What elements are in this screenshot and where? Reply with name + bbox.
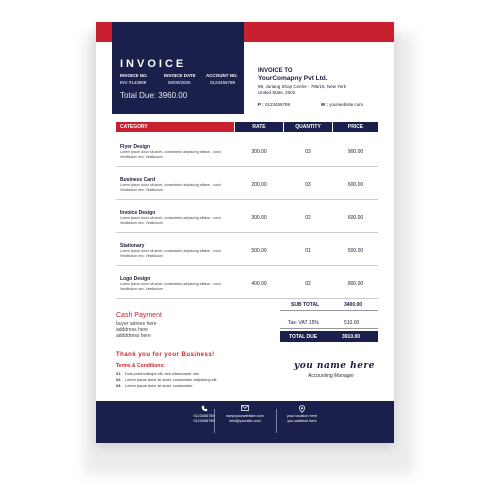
phone-value: 0123456789 bbox=[264, 102, 290, 107]
table-row bbox=[116, 134, 378, 167]
term-item bbox=[116, 372, 200, 376]
bill-to-label: INVOICE TO bbox=[258, 68, 293, 74]
row-item-description: Lorem ipsum dolor sit amet, consectetur adipiscing elitase - cond Vestibulum nec. Vestibulum bbox=[120, 282, 221, 291]
invoice-no-value: INV #143999 bbox=[120, 80, 147, 85]
row-quantity: 03 bbox=[305, 182, 311, 188]
location-pin-icon bbox=[297, 405, 307, 413]
row-rate: 300.00 bbox=[251, 215, 267, 221]
invoice-date-value: 00/00/2026 bbox=[168, 80, 191, 85]
footer-location-1: your location here bbox=[286, 414, 318, 418]
row-price: 600.00 bbox=[347, 215, 364, 221]
bill-to-company: YourComapny Pvt Ltd. bbox=[258, 75, 328, 82]
subtotal-value: 3400.00 bbox=[344, 302, 363, 308]
payment-heading: Cash Payment bbox=[116, 312, 162, 319]
header-quantity: QUANTITY bbox=[284, 122, 332, 132]
term-number: 02. bbox=[116, 378, 122, 382]
signature: you name here bbox=[294, 361, 375, 371]
bill-to-web bbox=[321, 102, 363, 107]
account-no-label: ACCOUNT NO. bbox=[206, 73, 238, 78]
header-rate: RATE bbox=[235, 122, 283, 132]
payment-line: addddress here bbox=[116, 333, 151, 339]
subtotal-label: SUB TOTAL bbox=[291, 302, 320, 308]
term-number: 01. bbox=[116, 372, 122, 376]
web-value: yourwebsite.com bbox=[329, 102, 364, 107]
bill-to-address-2: United State, 2002 bbox=[258, 89, 296, 95]
total-due-label: TOTAL DUE bbox=[289, 334, 318, 340]
row-item-name: Invoice Design bbox=[120, 210, 156, 216]
table-row bbox=[116, 200, 378, 233]
term-item bbox=[116, 384, 193, 388]
header-price: PRICE bbox=[333, 122, 378, 132]
row-price: 600.00 bbox=[347, 182, 364, 188]
term-number: 03. bbox=[116, 384, 122, 388]
table-row bbox=[116, 167, 378, 200]
row-item-name: Flyer Design bbox=[120, 144, 151, 150]
phone-label: P : bbox=[258, 102, 264, 107]
account-no-value: 0123456789 bbox=[210, 80, 236, 85]
tax-value: 510.00 bbox=[344, 320, 360, 326]
invoice-header-box bbox=[112, 22, 244, 114]
row-item-name: Stationary bbox=[120, 243, 145, 249]
web-label: W : bbox=[321, 102, 328, 107]
summary-divider-2 bbox=[280, 328, 378, 329]
header-category: CATEGORY bbox=[116, 122, 234, 132]
total-due-value: 3910.00 bbox=[342, 334, 361, 340]
table-row bbox=[116, 266, 378, 299]
row-rate: 400.00 bbox=[251, 281, 267, 287]
thank-you-note: Thank you for your Business! bbox=[116, 352, 215, 358]
invoice-no-label: INVOICE NO. bbox=[120, 73, 148, 78]
term-item bbox=[116, 378, 217, 382]
terms-heading: Terms & Conditions: bbox=[116, 363, 165, 369]
row-rate: 200.00 bbox=[251, 182, 267, 188]
bill-to-address-1: 89, Juriang Shop Centre - 786/16, New York bbox=[258, 84, 347, 89]
mail-icon bbox=[240, 405, 250, 413]
term-text: Duis porta tristique elit, sed ullamcorper nisi. bbox=[125, 372, 200, 376]
footer-location-2: you address here bbox=[287, 419, 317, 423]
row-quantity: 01 bbox=[305, 248, 311, 254]
row-item-name: Business Card bbox=[120, 177, 156, 183]
bill-to-block bbox=[258, 68, 388, 95]
summary-divider-1 bbox=[280, 310, 378, 311]
row-item-description: Lorem ipsum dolor sit amet, consectetur adipiscing elitase - cond Vestibulum nec. Vestibulum bbox=[120, 249, 221, 258]
invoice-date-label: INVOICE DATE bbox=[164, 73, 196, 78]
bill-to-phone bbox=[258, 102, 290, 107]
payment-line: buyer adrees here bbox=[116, 321, 157, 327]
footer-website: www.yourwebsite.com bbox=[226, 414, 264, 418]
row-rate: 300.00 bbox=[251, 149, 267, 155]
row-item-description: Lorem ipsum dolor sit amet, consectetur adipiscing elitase - cond Vestibulum nec. Vestibulum bbox=[120, 183, 221, 192]
row-item-description: Lorem ipsum dolor sit amet, consectetur adipiscing elitase - cond Vestibulum nec. Vestibulum bbox=[120, 150, 221, 159]
row-quantity: 03 bbox=[305, 149, 311, 155]
tax-label: Tax: VAT 15% bbox=[288, 320, 319, 326]
phone-icon bbox=[199, 405, 209, 413]
invoice-title: INVOICE bbox=[120, 58, 187, 70]
row-price: 500.00 bbox=[347, 248, 364, 254]
row-item-name: Logo Design bbox=[120, 276, 151, 282]
row-quantity: 02 bbox=[305, 281, 311, 287]
row-item-description: Lorem ipsum dolor sit amet, consectetur adipiscing elitase - cond Vestibulum nec. Vestibulum bbox=[120, 216, 221, 225]
term-text: Lorem ipsum dolor sit amet, consectetur adipiscing elit. bbox=[125, 378, 218, 382]
footer-phone-2: 0123456789 bbox=[193, 419, 215, 423]
term-text: Lorem ipsum dolor sit amet, consectetur. bbox=[125, 384, 194, 388]
footer-phone-1: 0123456789 bbox=[193, 414, 215, 418]
row-price: 800.00 bbox=[347, 281, 364, 287]
row-price: 900.00 bbox=[347, 149, 364, 155]
table-row bbox=[116, 233, 378, 266]
payment-line: adddress here bbox=[116, 327, 148, 333]
total-due-header: Total Due: 3960.00 bbox=[120, 91, 188, 100]
payment-block bbox=[116, 312, 162, 339]
row-rate: 500.00 bbox=[251, 248, 267, 254]
row-quantity: 02 bbox=[305, 215, 311, 221]
invoice-page bbox=[96, 22, 394, 443]
signature-role: Accounting Manager bbox=[308, 373, 354, 379]
footer-email: info@yoursite.com bbox=[229, 419, 261, 423]
